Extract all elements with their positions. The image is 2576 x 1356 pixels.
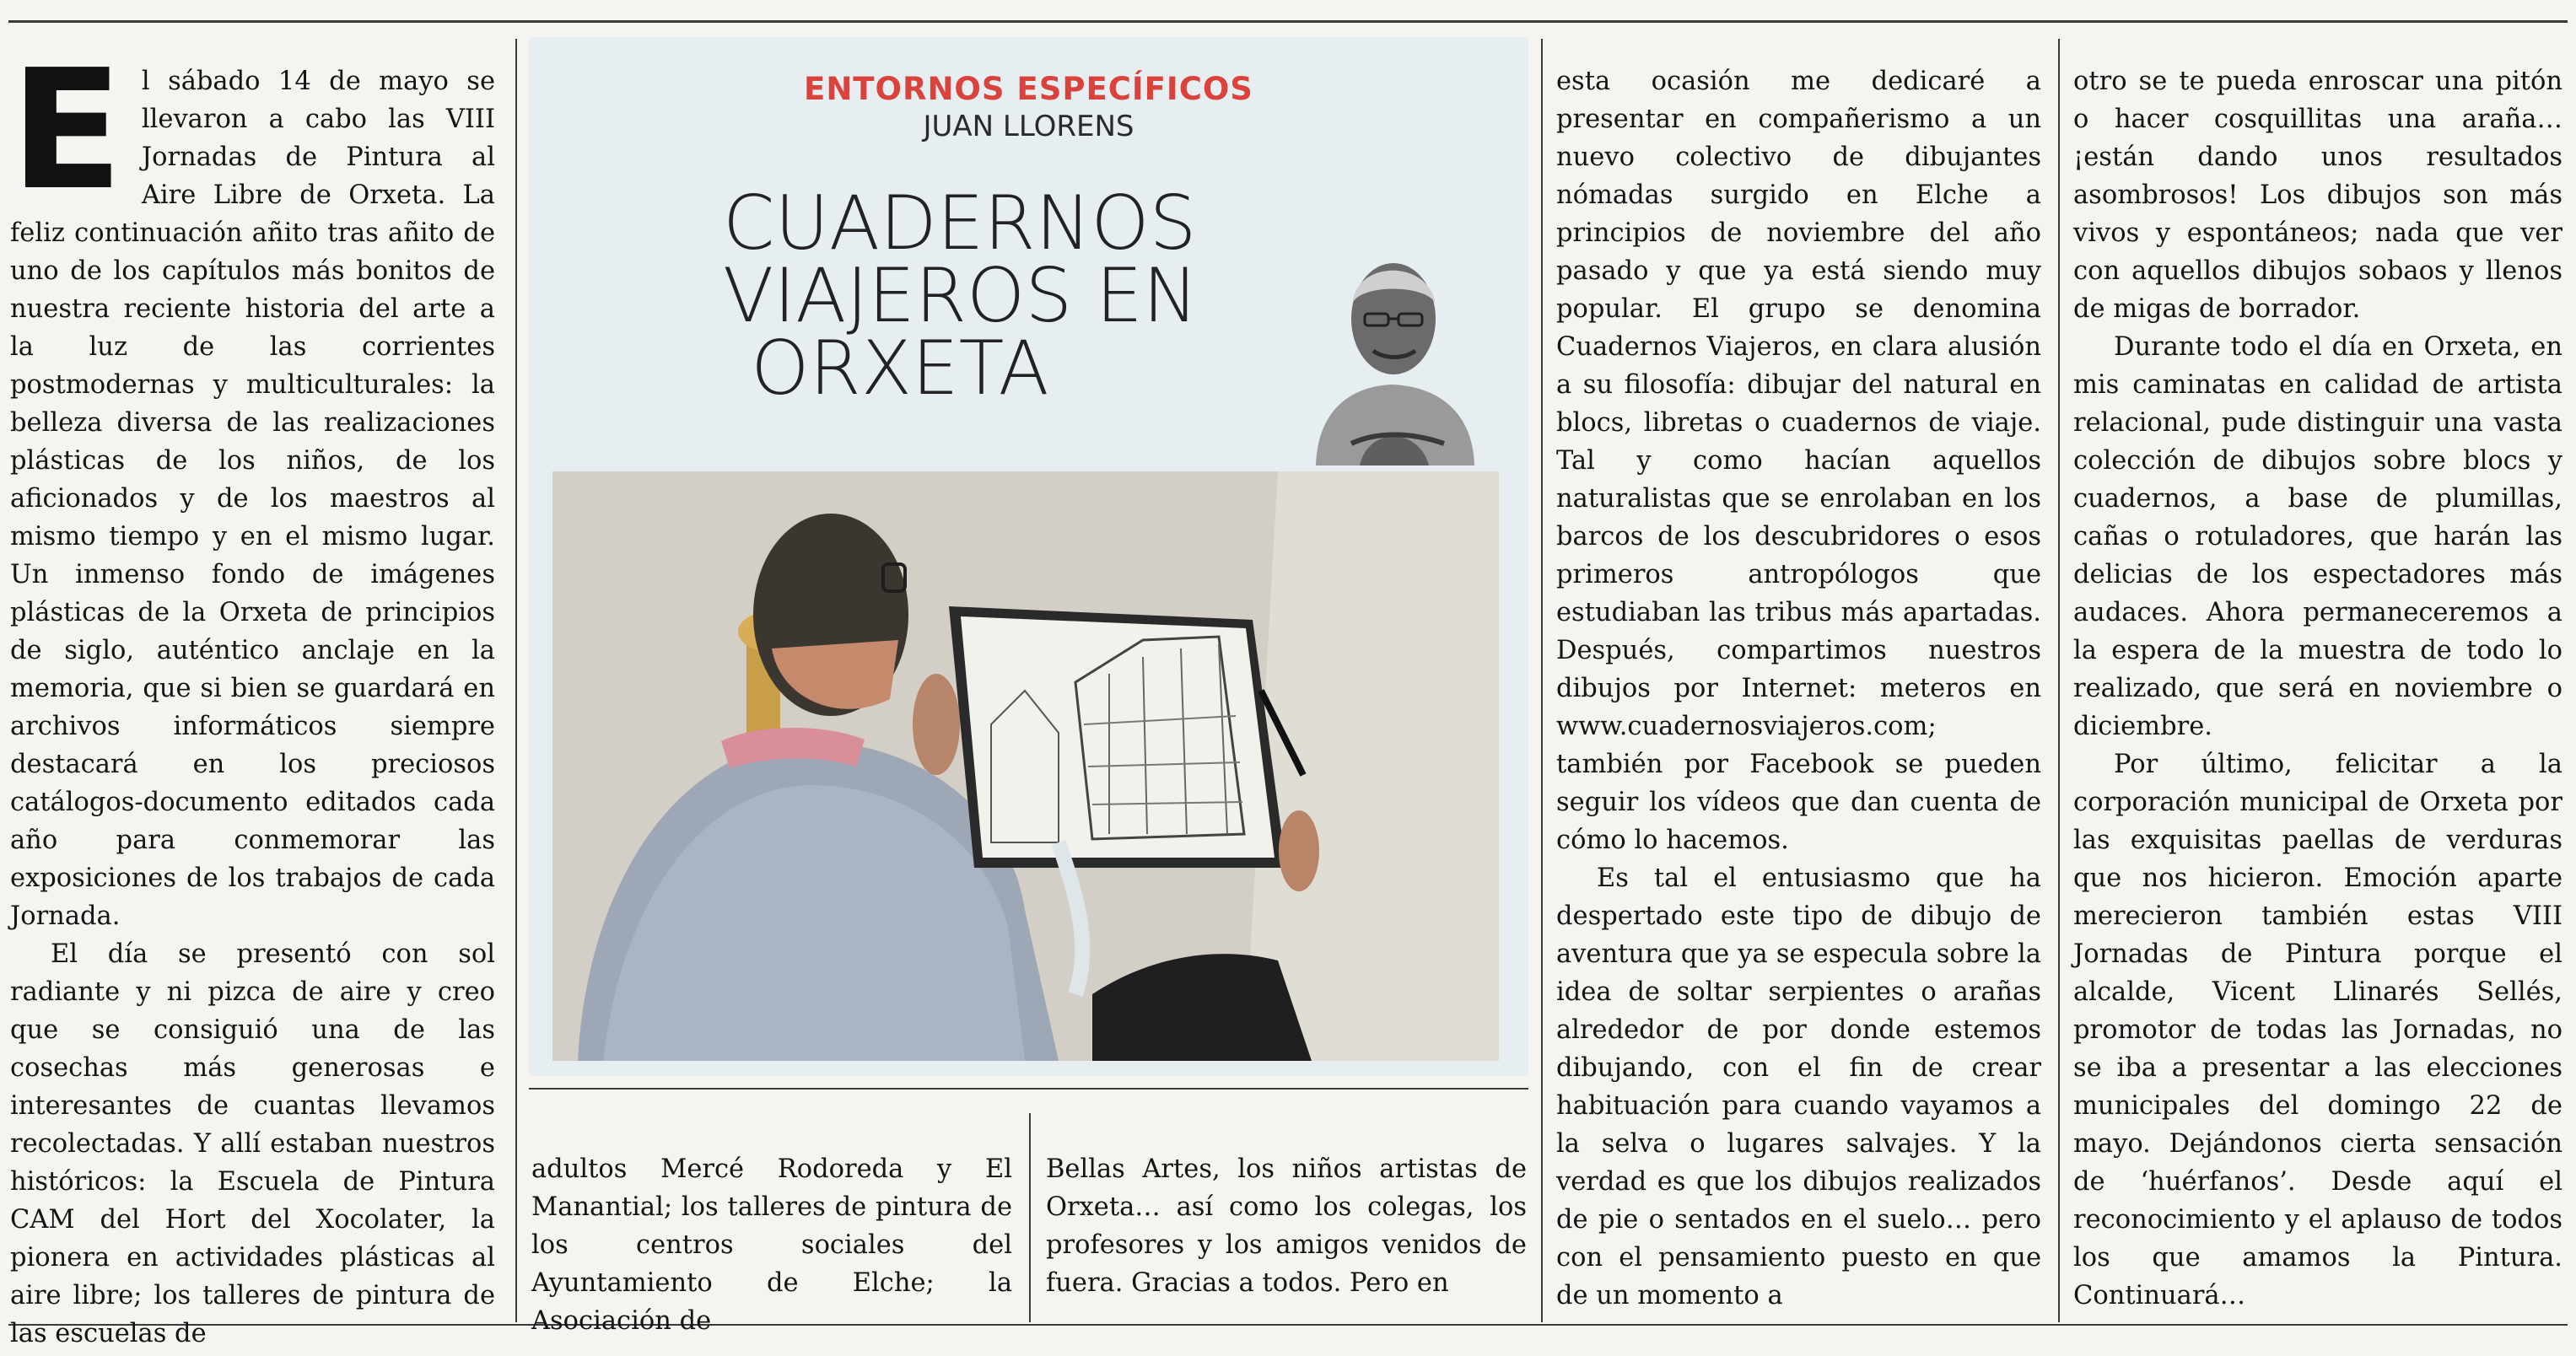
article-paragraph-col2: adultos Mercé Rodoreda y El Manantial; los talleres de pintura de los centros sociales del Ayuntamiento de Elche; la Asociación de: [531, 1154, 1012, 1336]
headline-line-2: VIAJEROS EN: [723, 252, 1199, 339]
article-column-3: [1046, 1150, 1527, 1324]
article-paragraph-col5-1: otro se te pueda enroscar una pitón o hacer cosquillitas una araña… ¡están dando unos resultados asombrosos! Los dibujos son más vivos y espontáneos; nada que ver con aquellos dibujos sobaos y llenos de migas de borrador.: [2073, 67, 2563, 324]
sketchbook-photo: [552, 471, 1499, 1061]
column-rule-1: [515, 39, 517, 1322]
section-kicker: ENTORNOS ESPECÍFICOS: [804, 71, 1253, 107]
article-paragraph-col5-3: Por último, felicitar a la corporación municipal de Orxeta por las exquisitas paellas de verduras que nos hicieron. Emoción aparte merecieron también estas VIII Jornadas de Pintura porque el alcalde, Vicent Llinarés Sellés, promotor de todas las Jornadas, no se iba a presentar a las elecciones municipales del domingo 22 de mayo. Dejándonos cierta sensación de ‘huérfanos’. Desde aquí el reconocimiento y el aplauso de todos los que amamos la Pintura. Continuará…: [2073, 750, 2563, 1310]
article-column-1: [10, 35, 495, 1348]
top-rule: [8, 20, 2568, 23]
column-rule-4: [2058, 39, 2060, 1322]
article-column-5: [2073, 62, 2563, 1324]
article-paragraph-col4-2: Es tal el entusiasmo que ha despertado este tipo de dibujo de aventura que ya se especula sobre la idea de soltar serpientes o arañas alrededor de por donde estemos dibujando, con el fin de crear habituación para cuando vayamos a la selva o lugares salvajes. Y la verdad es que los dibujos realizados de pie o sentados en el suelo… pero con el pensamiento puesto en que de un momento a: [1556, 864, 2041, 1310]
article-paragraph-col4-1: esta ocasión me dedicaré a presentar en compañerismo a un nuevo colectivo de dibujantes nómadas surgido en Elche a principios de noviembre del año pasado y que ya está siendo muy popular. El grupo se denomina Cuadernos Viajeros, en clara alusión a su filosofía: dibujar del natural en blocs, libretas o cuadernos de viaje. Tal y como hacían aquellos naturalistas que se enrolaban en los barcos de los descubridores o esos primeros antropólogos que estudiaban las tribus más apartadas. Después, compartimos nuestros dibujos por Internet: meteros en www.cuadernosviajeros.com; también por Facebook se pueden seguir los vídeos que dan cuenta de cómo lo hacemos.: [1556, 67, 2041, 855]
feature-box: [529, 37, 1528, 1076]
article-paragraph-1: l sábado 14 de mayo se llevaron a cabo las VIII Jornadas de Pintura al Aire Libre de Orxeta. La feliz continuación añito tras añito de uno de los capítulos más bonitos de nuestra reciente historia del arte a la luz de las corrientes postmodernas y multiculturales: la belleza diversa de las realizaciones plásticas de los niños, de los aficionados y de los maestros al mismo tiempo y en el mismo lugar. Un inmenso fondo de imágenes plásticas de la Orxeta de principios de siglo, auténtico anclaje en la memoria, que si bien se guardará en archivos informáticos siempre destacará en los preciosos catálogos-documento editados cada año para conmemorar las exposiciones de los trabajos de cada Jornada.: [10, 67, 495, 931]
author-portrait: [1301, 233, 1486, 465]
article-paragraph-col3: Bellas Artes, los niños artistas de Orxeta… así como los colegas, los profesores y los amigos venidos de fuera. Gracias a todos. Pero en: [1046, 1154, 1527, 1298]
headline: [723, 180, 1199, 412]
column-rule-2: [1029, 1113, 1031, 1322]
column-rule-3: [1541, 39, 1543, 1322]
article-paragraph-2: El día se presentó con sol radiante y ni pizca de aire y creo que se consiguió una de las cosechas más generosas e interesantes de cuantas llevamos recolectadas. Y allí estaban nuestros históricos: la Escuela de Pintura CAM del Hort del Xocolater, la pionera en actividades plásticas al aire libre; los talleres de pintura de las escuelas de: [10, 939, 495, 1348]
article-column-4: [1556, 62, 2041, 1324]
headline-line-3: ORXETA: [751, 325, 1049, 412]
author-byline: JUAN LLORENS: [923, 110, 1134, 143]
box-bottom-rule: [529, 1088, 1528, 1090]
article-column-2: [531, 1150, 1012, 1336]
drop-cap: E: [10, 35, 123, 227]
article-paragraph-col5-2: Durante todo el día en Orxeta, en mis caminatas en calidad de artista relacional, pude distinguir una vasta colección de dibujos sobre blocs y cuadernos, a base de plumillas, cañas o rotuladores, que harán las delicias de los espectadores más audaces. Ahora permaneceremos a la espera de la muestra de todo lo realizado, que será en noviembre o diciembre.: [2073, 332, 2563, 741]
headline-line-1: CUADERNOS: [723, 180, 1197, 266]
